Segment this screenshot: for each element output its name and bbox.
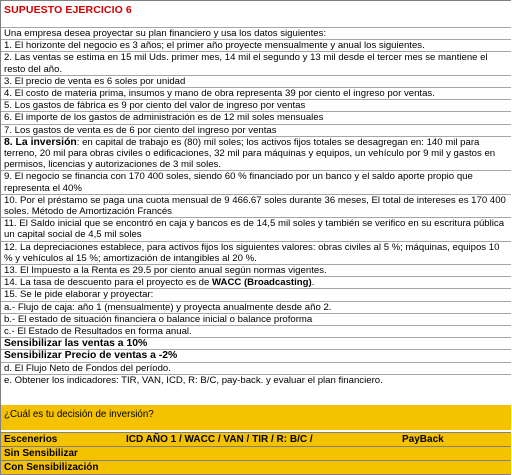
- item-row: e. Obtener los indicadores: TIR, VAN, ICD, R: B/C, pay-back. y evaluar el plan financiero.: [1, 374, 511, 386]
- item-row: b.- El estado de situación financiera o balance inicial o balance proforma: [1, 313, 511, 325]
- scenario-header-row: [1, 432, 511, 446]
- sensitivity-sales-label: Sensibilizar las ventas a 10%: [4, 338, 148, 350]
- item-row: 10. Por el préstamo se paga una cuota mensual de 9 466.67 soles durante 36 meses, El total de intereses es 170 400 soles. Método de Amortización Francés: [1, 194, 511, 217]
- discount-rate-row: [1, 276, 511, 288]
- investment-label: 8. La inversión: [4, 136, 77, 148]
- decision-question-band: [1, 405, 511, 430]
- item-row: a.- Flujo de caja: año 1 (mensualmente) y proyecta anualmente desde año 2.: [1, 301, 511, 313]
- statement-body: [1, 27, 511, 386]
- item-row: 13. El Impuesto a la Renta es 29.5 por ciento anual según normas vigentes.: [1, 264, 511, 276]
- intro-row: Una empresa desea proyectar su plan financiero y usa los datos siguientes:: [1, 27, 511, 39]
- discount-rate-text: 14. La tasa de descuento para el proyecto es de: [4, 277, 213, 289]
- item-row: 15. Se le pide elaborar y proyectar:: [1, 288, 511, 300]
- header-payback: PayBack: [402, 434, 444, 445]
- investment-row: [1, 136, 511, 171]
- discount-rate-end: .: [311, 277, 315, 289]
- header-metrics: ICD AÑO 1 / WACC / VAN / TIR / R: B/C /: [126, 434, 313, 445]
- sensitivity-price: [1, 349, 511, 361]
- header-escenarios: Escenerios: [4, 434, 58, 445]
- scenario-con-label: Con Sensibilización: [4, 462, 99, 473]
- investment-text: : en capital de trabajo es (80) mil soles; los activos fijos totales se desagregan en: 140 mil para terreno, 20 mil para obras civiles o edificaciones, 32 mil para máquinas y equipos, un vehículo por 9 mil y gastos en permisos, licencias y autorizaciones de 3 mil soles.: [4, 136, 496, 171]
- scenario-sin-label: Sin Sensibilizar: [4, 448, 78, 459]
- decision-question: ¿Cuál es tu decisión de inversión?: [4, 409, 154, 420]
- item-row: 5. Los gastos de fábrica es 9 por ciento del valor de ingreso por ventas: [1, 99, 511, 111]
- item-row: 11. El Saldo inicial que se encontró en caja y bancos es de 14,5 mil soles y también se verifico en su escritura pública un capital social de 4,5 mil soles: [1, 217, 511, 240]
- scenario-table: [1, 432, 511, 475]
- exercise-title: SUPUESTO EJERCICIO 6: [4, 4, 132, 16]
- sensitivity-sales: [1, 337, 511, 349]
- sensitivity-price-label: Sensibilizar Precio de ventas a -2%: [4, 350, 178, 362]
- scenario-row-sin: [1, 446, 511, 460]
- item-row: 9. El negocio se financia con 170 400 soles, siendo 60 % financiado por un banco y el saldo aporte propio que representa el 40%: [1, 170, 511, 193]
- item-row: d. El Flujo Neto de Fondos del período.: [1, 362, 511, 374]
- item-row: c.- El Estado de Resultados en forma anual.: [1, 325, 511, 337]
- item-row: 6. El importe de los gastos de administración es de 12 mil soles mensuales: [1, 111, 511, 123]
- scenario-row-con: [1, 460, 511, 475]
- item-row: 2. Las ventas se estima en 15 mil Uds. primer mes, 14 mil el segundo y 13 mil desde el tercer mes se mantiene el resto del año.: [1, 51, 511, 74]
- item-row: 7. Los gastos de venta es de 6 por ciento del ingreso por ventas: [1, 124, 511, 136]
- item-row: 1. El horizonte del negocio es 3 años; el primer año proyecte mensualmente y anual los siguientes.: [1, 39, 511, 51]
- item-row: 12. La depreciaciones establece, para activos fijos los siguientes valores: obras civiles al 5 %; máquinas, equipos 10 % y vehículos al 15 %; amortización de intangibles al 20 %.: [1, 241, 511, 264]
- wacc-label: WACC (Broadcasting): [212, 277, 312, 289]
- item-row: 3. El precio de venta es 6 soles por unidad: [1, 75, 511, 87]
- item-row: 4. El costo de materia prima, insumos y mano de obra representa 39 por ciento el ingreso por ventas.: [1, 87, 511, 99]
